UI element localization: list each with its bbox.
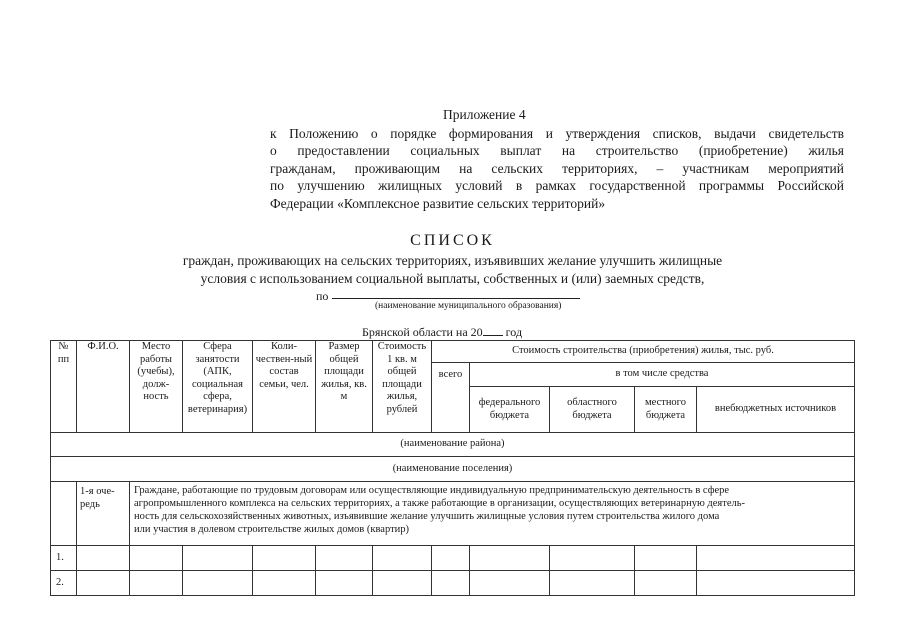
table-cell [77,546,130,571]
table-cell [432,571,470,596]
header-regional: областного бюджета [550,387,635,433]
appendix-text [270,125,844,212]
settlement-row: (наименование поселения) [51,457,855,482]
table-cell [635,571,697,596]
district-row: (наименование района) [51,433,855,457]
table-cell [550,546,635,571]
appendix-line: Федерации «Комплексное развитие сельских территорий» [270,195,606,211]
header-local: местного бюджета [635,387,697,433]
header-federal: федерального бюджета [470,387,550,433]
table-cell [183,571,253,596]
queue-num-cell [51,482,77,546]
region-year-line [362,325,522,340]
queue-description-line: или участия в долевом строительстве жилых домов (квартир) [134,524,410,535]
region-suffix: год [505,325,523,339]
po-label: по [316,289,329,303]
appendix-line: гражданам, проживающим на сельских территориях, – участникам мероприятий [270,160,844,176]
list-subtitle-line: граждан, проживающих на сельских территориях, изъявивших желание улучшить жилищные [182,253,723,268]
appendix-line: к Положению о порядке формирования и утверждения списков, выдачи свидетельств [270,126,844,141]
year-blank [483,325,503,336]
table-cell [373,546,432,571]
table-cell [253,546,316,571]
table-row [51,546,855,571]
table-cell [253,571,316,596]
table-cell [373,571,432,596]
list-subtitle-line: условия с использованием социальной выплаты, собственных и (или) заемных средств, [200,271,705,286]
header-num: № пп [51,341,77,433]
header-cost-group: Стоимость строительства (приобретения) жилья, тыс. руб. [432,341,855,363]
header-area: Размер общей площади жилья, кв. м [316,341,373,433]
queue-description [130,482,855,546]
appendix-title: Приложение 4 [443,107,526,122]
applicants-table [50,340,855,596]
list-title: СПИСОК [410,232,495,249]
table-cell [470,571,550,596]
table-cell [316,571,373,596]
header-work: Место работы (учебы), долж-ность [130,341,183,433]
header-including: в том числе средства [470,363,855,387]
region-prefix: Брянской области на 20 [362,325,483,339]
header-sphere: Сфера занятости (АПК, социальная сфера, ветеринария) [183,341,253,433]
appendix-line: о предоставлении социальных выплат на строительство (приобретение) жилья [270,143,844,159]
table-cell [697,546,855,571]
table-cell [316,546,373,571]
queue-description-line: Граждане, работающие по трудовым договорам или осуществляющие индивидуальную предпринимательскую деятельность в сфере [134,485,730,496]
header-total: всего [432,363,470,433]
table-cell [130,546,183,571]
table-cell [470,546,550,571]
header-price: Стоимость 1 кв. м общей площади жилья, рублей [373,341,432,433]
table-cell [697,571,855,596]
queue-description-line: агропромышленного комплекса на сельских территориях, а также работающие в организации, осуществляющих ветеринарную деятель- [134,498,746,509]
appendix-line: по улучшению жилищных условий в рамках государственной программы Российской [270,178,844,194]
header-family: Коли-чествен-ный состав семьи, чел. [253,341,316,433]
table-cell [550,571,635,596]
table-cell [635,546,697,571]
table-cell [183,546,253,571]
queue-label: 1-я оче-редь [77,482,130,546]
table-cell [432,546,470,571]
table-row [51,571,855,596]
row-number: 2. [51,571,77,596]
municipality-caption: (наименование муниципального образования) [375,301,562,311]
header-fio: Ф.И.О. [77,341,130,433]
table-cell [77,571,130,596]
header-offbudget: внебюджетных источников [697,387,855,433]
municipality-blank-line [332,298,580,299]
table-cell [130,571,183,596]
row-number: 1. [51,546,77,571]
queue-description-line: ность для сельскохозяйственных животных, изъявившие желание улучшить жилищные условия путем строительства жилого дома [134,511,720,522]
